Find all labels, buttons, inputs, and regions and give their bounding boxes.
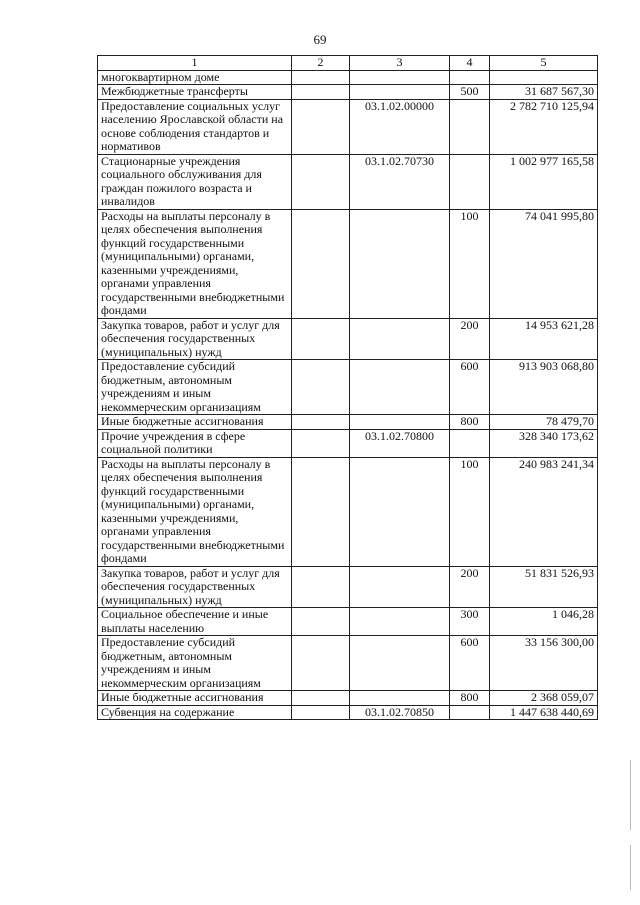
row-expense-type: 500 bbox=[450, 85, 490, 100]
row-code bbox=[350, 209, 450, 318]
row-expense-type: 200 bbox=[450, 566, 490, 608]
header-col-2: 2 bbox=[292, 56, 350, 71]
row-name: Закупка товаров, работ и услуг для обеспечения государственных (муниципальных) нужд bbox=[98, 566, 292, 608]
row-code bbox=[350, 85, 450, 100]
row-code: 03.1.02.70730 bbox=[350, 154, 450, 209]
row-col2 bbox=[292, 415, 350, 430]
row-expense-type bbox=[450, 705, 490, 720]
row-name: Стационарные учреждения социального обслуживания для граждан пожилого возраста и инвалидов bbox=[98, 154, 292, 209]
row-expense-type: 100 bbox=[450, 457, 490, 566]
row-sum: 14 953 621,28 bbox=[490, 318, 598, 360]
row-expense-type: 800 bbox=[450, 691, 490, 706]
row-col2 bbox=[292, 705, 350, 720]
row-sum: 2 782 710 125,94 bbox=[490, 99, 598, 154]
row-sum: 1 002 977 165,58 bbox=[490, 154, 598, 209]
margin-scan-mark bbox=[630, 760, 631, 830]
table-row bbox=[98, 85, 598, 100]
table-body bbox=[98, 70, 598, 720]
table-row bbox=[98, 608, 598, 636]
row-expense-type bbox=[450, 154, 490, 209]
table-row bbox=[98, 99, 598, 154]
row-expense-type: 800 bbox=[450, 415, 490, 430]
row-code bbox=[350, 318, 450, 360]
row-col2 bbox=[292, 318, 350, 360]
row-code bbox=[350, 608, 450, 636]
table-row bbox=[98, 154, 598, 209]
header-col-4: 4 bbox=[450, 56, 490, 71]
row-expense-type: 600 bbox=[450, 636, 490, 691]
row-sum: 78 479,70 bbox=[490, 415, 598, 430]
row-expense-type: 100 bbox=[450, 209, 490, 318]
row-col2 bbox=[292, 691, 350, 706]
row-name: Социальное обеспечение и иные выплаты населению bbox=[98, 608, 292, 636]
row-col2 bbox=[292, 70, 350, 85]
row-col2 bbox=[292, 154, 350, 209]
table-row bbox=[98, 415, 598, 430]
row-col2 bbox=[292, 209, 350, 318]
row-code bbox=[350, 415, 450, 430]
header-col-1: 1 bbox=[98, 56, 292, 71]
row-sum bbox=[490, 70, 598, 85]
table-row bbox=[98, 691, 598, 706]
row-name: многоквартирном доме bbox=[98, 70, 292, 85]
header-col-3: 3 bbox=[350, 56, 450, 71]
margin-scan-mark bbox=[630, 845, 631, 890]
row-name: Закупка товаров, работ и услуг для обеспечения государственных (муниципальных) нужд bbox=[98, 318, 292, 360]
header-col-5: 5 bbox=[490, 56, 598, 71]
row-sum: 1 447 638 440,69 bbox=[490, 705, 598, 720]
row-sum: 33 156 300,00 bbox=[490, 636, 598, 691]
budget-table bbox=[97, 55, 598, 720]
row-col2 bbox=[292, 566, 350, 608]
table-row bbox=[98, 705, 598, 720]
row-name: Предоставление социальных услуг населению Ярославской области на основе соблюдения стандартов и нормативов bbox=[98, 99, 292, 154]
table-row bbox=[98, 209, 598, 318]
table-row bbox=[98, 318, 598, 360]
row-expense-type bbox=[450, 429, 490, 457]
row-code bbox=[350, 457, 450, 566]
row-code: 03.1.02.70800 bbox=[350, 429, 450, 457]
row-sum: 913 903 068,80 bbox=[490, 360, 598, 415]
row-code bbox=[350, 70, 450, 85]
row-code: 03.1.02.70850 bbox=[350, 705, 450, 720]
row-sum: 74 041 995,80 bbox=[490, 209, 598, 318]
row-col2 bbox=[292, 457, 350, 566]
row-code: 03.1.02.00000 bbox=[350, 99, 450, 154]
row-col2 bbox=[292, 608, 350, 636]
table-row bbox=[98, 457, 598, 566]
row-col2 bbox=[292, 85, 350, 100]
table-row bbox=[98, 429, 598, 457]
row-code bbox=[350, 360, 450, 415]
table-row bbox=[98, 360, 598, 415]
row-name: Иные бюджетные ассигнования bbox=[98, 691, 292, 706]
row-sum: 2 368 059,07 bbox=[490, 691, 598, 706]
row-expense-type bbox=[450, 70, 490, 85]
row-col2 bbox=[292, 636, 350, 691]
header-row bbox=[98, 56, 598, 71]
row-expense-type: 600 bbox=[450, 360, 490, 415]
row-code bbox=[350, 636, 450, 691]
page-number: 69 bbox=[313, 32, 327, 47]
table-row bbox=[98, 70, 598, 85]
table-header bbox=[98, 56, 598, 71]
row-name: Прочие учреждения в сфере социальной политики bbox=[98, 429, 292, 457]
row-sum: 240 983 241,34 bbox=[490, 457, 598, 566]
row-code bbox=[350, 691, 450, 706]
row-name: Предоставление субсидий бюджетным, автономным учреждениям и иным некоммерческим организациям bbox=[98, 636, 292, 691]
row-sum: 31 687 567,30 bbox=[490, 85, 598, 100]
row-name: Межбюджетные трансферты bbox=[98, 85, 292, 100]
row-name: Расходы на выплаты персоналу в целях обеспечения выполнения функций государственными (муниципальными) органами, казенными учреждениями, органами управления государственными внебюджетными фондами bbox=[98, 457, 292, 566]
row-col2 bbox=[292, 360, 350, 415]
row-expense-type: 200 bbox=[450, 318, 490, 360]
row-code bbox=[350, 566, 450, 608]
row-name: Расходы на выплаты персоналу в целях обеспечения выполнения функций государственными (муниципальными) органами, казенными учреждениями, органами управления государственными внебюджетными фондами bbox=[98, 209, 292, 318]
row-name: Предоставление субсидий бюджетным, автономным учреждениям и иным некоммерческим организациям bbox=[98, 360, 292, 415]
table-row bbox=[98, 636, 598, 691]
table-row bbox=[98, 566, 598, 608]
row-col2 bbox=[292, 429, 350, 457]
row-name: Субвенция на содержание bbox=[98, 705, 292, 720]
row-sum: 1 046,28 bbox=[490, 608, 598, 636]
row-sum: 328 340 173,62 bbox=[490, 429, 598, 457]
row-expense-type bbox=[450, 99, 490, 154]
row-sum: 51 831 526,93 bbox=[490, 566, 598, 608]
row-name: Иные бюджетные ассигнования bbox=[98, 415, 292, 430]
row-expense-type: 300 bbox=[450, 608, 490, 636]
row-col2 bbox=[292, 99, 350, 154]
